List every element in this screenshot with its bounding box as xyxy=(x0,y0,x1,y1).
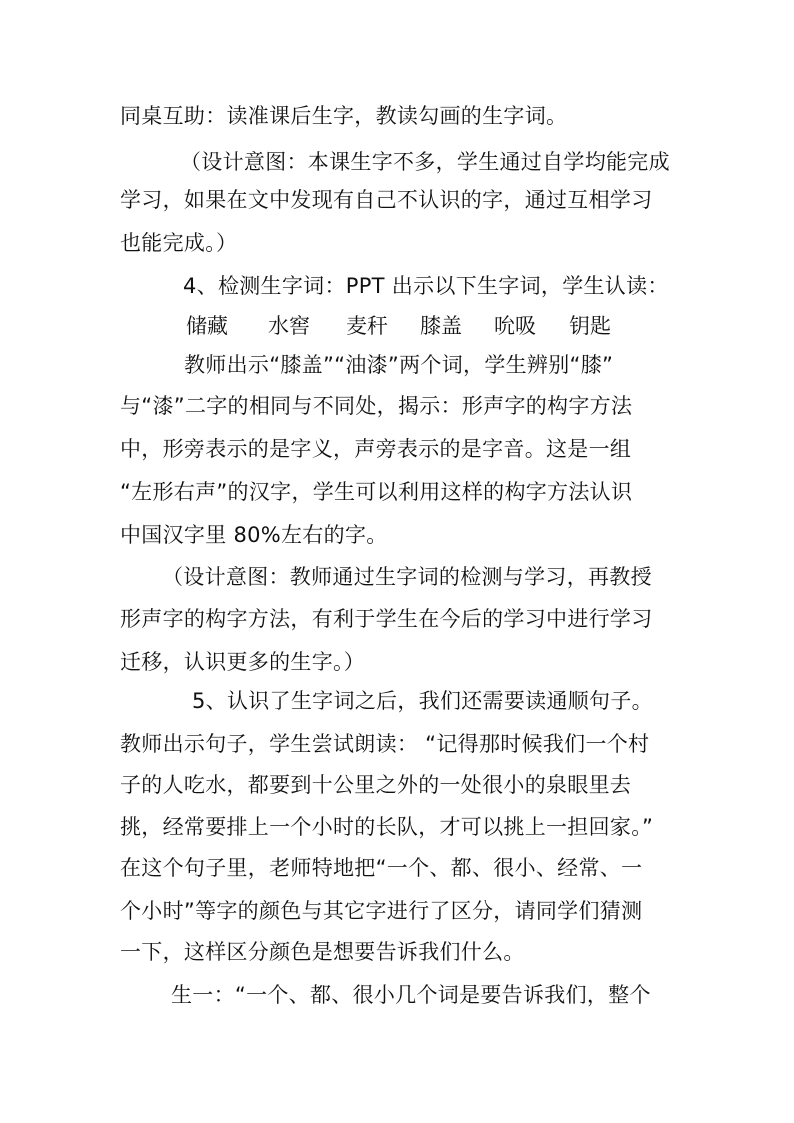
paragraph-line: 中国汉字里 80%左右的字。 xyxy=(120,523,388,547)
step-heading: 5、认识了生字词之后，我们还需要读通顺句子。 xyxy=(192,689,653,713)
paragraph-line: 教师出示句子，学生尝试朗读： “记得那时候我们一个村 xyxy=(120,732,650,756)
paragraph-line: 与“漆”二字的相同与不同处，揭示：形声字的构字方法 xyxy=(120,394,633,418)
paragraph-line: “左形右声”的汉字，学生可以利用这样的构字方法认识 xyxy=(120,480,633,504)
vocabulary-word: 钥匙 xyxy=(569,314,611,338)
paragraph-line: 子的人吃水，都要到十公里之外的一处很小的泉眼里去 xyxy=(120,773,632,797)
design-note-line: 迁移，认识更多的生字。） xyxy=(120,650,366,674)
paragraph-line: 在这个句子里，老师特地把“一个、都、很小、经常、一 xyxy=(120,856,643,880)
vocabulary-word: 储藏 xyxy=(186,314,228,338)
paragraph-line: 一下，这样区分颜色是想要告诉我们什么。 xyxy=(120,940,525,964)
paragraph-line: 挑，经常要排上一个小时的长队，才可以挑上一担回家。” xyxy=(120,815,654,839)
vocabulary-word: 麦秆 xyxy=(346,314,388,338)
paragraph-line: 教师出示“膝盖”“油漆”两个词，学生辨别“膝” xyxy=(184,353,614,377)
vocabulary-word: 水窖 xyxy=(268,314,310,338)
paragraph-line: 个小时”等字的颜色与其它字进行了区分，请同学们猜测 xyxy=(120,899,643,923)
vocabulary-word: 膝盖 xyxy=(420,314,462,338)
vocabulary-word: 吮吸 xyxy=(494,314,536,338)
step-heading: 4、检测生字词：PPT 出示以下生字词，学生认读： xyxy=(183,274,669,298)
design-note-line: （设计意图：本课生字不多，学生通过自学均能完成 xyxy=(180,150,670,174)
student-answer-line: 生一：“一个、都、很小几个词是要告诉我们，整个 xyxy=(171,983,651,1007)
design-note-line: 学习，如果在文中发现有自己不认识的字，通过互相学习 xyxy=(120,188,653,212)
design-note-line: 也能完成。） xyxy=(120,231,238,255)
design-note-line: 形声字的构字方法，有利于学生在今后的学习中进行学习 xyxy=(120,607,653,631)
paragraph-line: 中，形旁表示的是字义，声旁表示的是字音。这是一组 xyxy=(120,437,632,461)
paragraph-line: 同桌互助：读准课后生字，教读勾画的生字词。 xyxy=(120,104,568,128)
design-note-line: （设计意图：教师通过生字词的检测与学习，再教授 xyxy=(162,565,652,589)
